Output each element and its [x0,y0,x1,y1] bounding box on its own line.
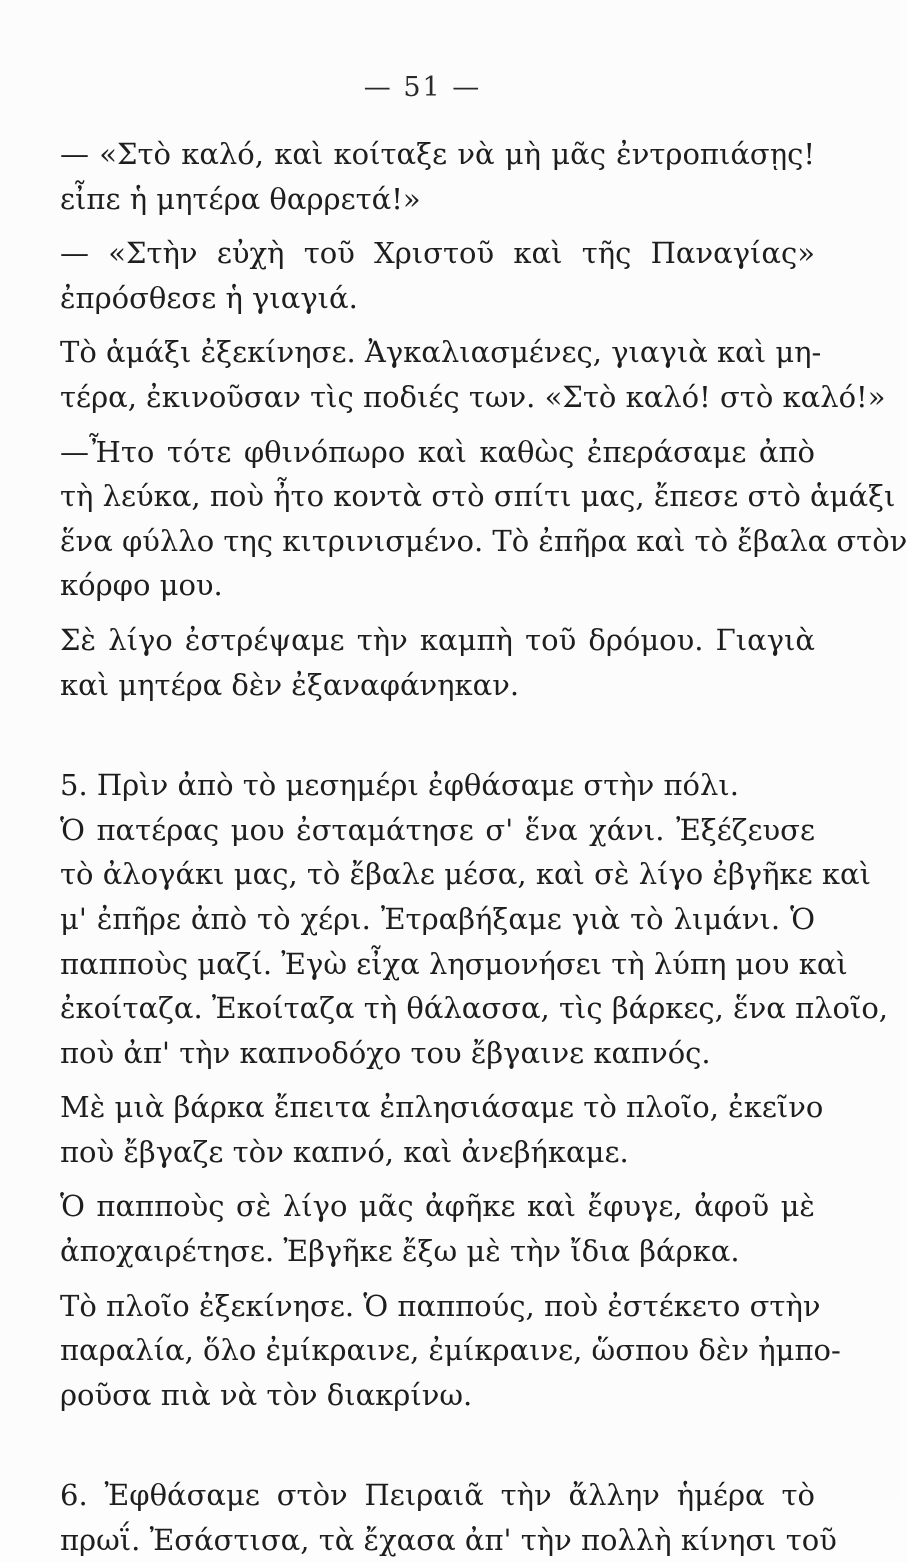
text-line: ποὺ ἀπ' τὴν καπνοδόχο του ἔβγαινε καπνός. [60,1035,711,1070]
text-line: ροῦσα πιὰ νὰ τὸν διακρίνω. [60,1377,473,1412]
page-number: — 51 — [363,72,482,103]
text-line: κόρφο μου. [60,568,223,603]
text-line: —Ἦτο τότε φθινόπωρο καὶ καθὼς ἐπεράσαμε ἀπὸ [60,434,815,469]
text-line: εἶπε ἡ μητέρα θαρρετά!» [60,181,421,216]
text-line: Μὲ μιὰ βάρκα ἔπειτα ἐπλησιάσαμε τὸ πλοῖο, ἐκεῖνο [60,1090,824,1125]
text-line: τὸ ἀλογάκι μας, τὸ ἔβαλε μέσα, καὶ σὲ λίγο ἐβγῆκε καὶ [60,857,871,892]
text-line: Τὸ ἁμάξι ἐξεκίνησε. Ἀγκαλιασμένες, γιαγιὰ καὶ μη- [60,335,822,370]
body-text [60,132,907,1563]
text-line: ποὺ ἔβγαζε τὸν καπνό, καὶ ἀνεβήκαμε. [60,1134,629,1169]
text-line: καὶ μητέρα δὲν ἐξαναφάνηκαν. [60,667,520,702]
text-line: τέρα, ἐκινοῦσαν τὶς ποδιές των. «Στὸ καλό! στὸ καλό!» [60,379,886,414]
text-line: παπποὺς μαζί. Ἐγὼ εἶχα λησμονήσει τὴ λύπη μου καὶ [60,946,848,981]
text-line: παραλία, ὅλο ἐμίκραινε, ἐμίκραινε, ὥσπου δὲν ἠμπο- [60,1333,841,1368]
text-line: ἕνα φύλλο της κιτρινισμένο. Τὸ ἐπῆρα καὶ τὸ ἔβαλα στὸν [60,523,907,558]
text-line: Ὁ παπποὺς σὲ λίγο μᾶς ἀφῆκε καὶ ἔφυγε, ἀφοῦ μὲ [60,1189,815,1224]
text-line: Τὸ πλοῖο ἐξεκίνησε. Ὁ παππούς, ποὺ ἐστέκετο στὴν [60,1288,821,1323]
text-line: τὴ λεύκα, ποὺ ἦτο κοντὰ στὸ σπίτι μας, ἔπεσε στὸ ἁμάξι [60,479,896,514]
text-line: Σὲ λίγο ἐστρέψαμε τὴν καμπὴ τοῦ δρόμου. Γιαγιὰ [60,622,815,657]
section-heading-5: 5. Πρὶν ἀπὸ τὸ μεσημέρι ἐφθάσαμε στὴν πόλι. [60,768,739,803]
section-heading-6: 6. Ἐφθάσαμε στὸν Πειραιᾶ τὴν ἄλλην ἡμέρα τὸ [60,1478,815,1513]
text-line: ἀποχαιρέτησε. Ἐβγῆκε ἔξω μὲ τὴν ἴδια βάρκα. [60,1234,740,1269]
text-line: — «Στὴν εὐχὴ τοῦ Χριστοῦ καὶ τῆς Παναγίας» [60,236,815,271]
text-line: Ὁ πατέρας μου ἐσταμάτησε σ' ἕνα χάνι. Ἐξέζευσε [60,812,815,847]
text-line: — «Στὸ καλό, καὶ κοίταξε νὰ μὴ μᾶς ἐντροπιάσῃς! [60,137,815,171]
text-line: πρωΐ. Ἐσάστισα, τὰ ἔχασα ἀπ' τὴν πολλὴ κίνησι τοῦ [60,1523,837,1558]
text-line: ἐπρόσθεσε ἡ γιαγιά. [60,280,358,315]
text-line: ἐκοίταζα. Ἐκοίταζα τὴ θάλασσα, τὶς βάρκες, ἕνα πλοῖο, [60,991,889,1026]
text-line: μ' ἐπῆρε ἀπὸ τὸ χέρι. Ἐτραβήξαμε γιὰ τὸ λιμάνι. Ὁ [60,901,815,936]
